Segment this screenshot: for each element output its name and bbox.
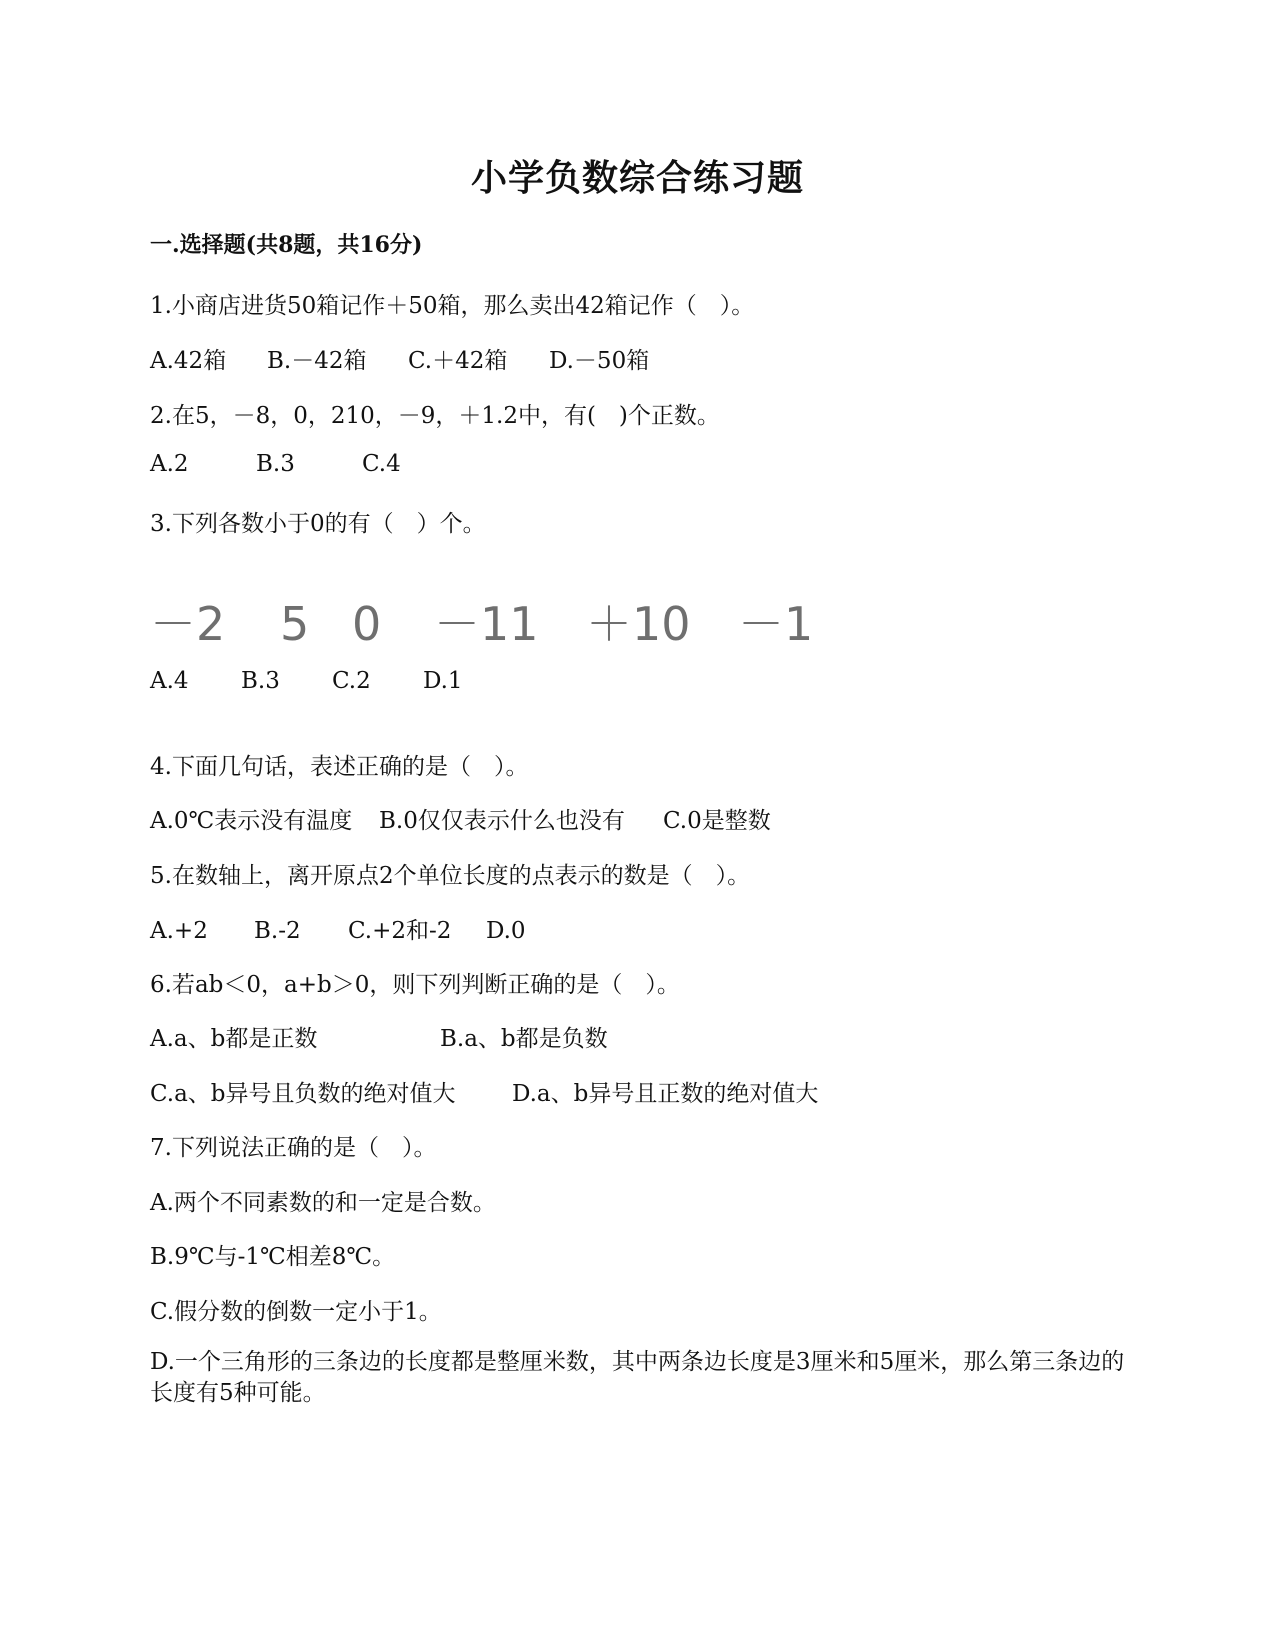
- question-6-options-row-1: [150, 1020, 608, 1053]
- option-d: D.1: [423, 668, 463, 694]
- section-heading: 一.选择题(共8题，共16分): [150, 232, 423, 258]
- option-a: A.4: [150, 668, 189, 694]
- option-c: C.2: [332, 668, 371, 694]
- question-1-stem: 1.小商店进货50箱记作＋50箱，那么卖出42箱记作（ ）。: [150, 293, 755, 319]
- option-d: D.－50箱: [549, 348, 650, 374]
- question-7-option-a: A.两个不同素数的和一定是合数。: [150, 1190, 496, 1216]
- option-c: C.＋42箱: [408, 348, 508, 374]
- number-item: －11: [434, 597, 539, 651]
- question-4-stem: 4.下面几句话，表述正确的是（ ）。: [150, 754, 529, 780]
- question-5-stem: 5.在数轴上，离开原点2个单位长度的点表示的数是（ ）。: [150, 863, 751, 889]
- question-7-option-c: C.假分数的倒数一定小于1。: [150, 1299, 442, 1325]
- option-c: C.0是整数: [663, 808, 771, 834]
- option-b: B.a、b都是负数: [440, 1026, 608, 1052]
- number-item: －2: [150, 597, 226, 651]
- option-c: C.+2和-2: [348, 918, 452, 944]
- question-2-options: [150, 451, 401, 477]
- option-c: C.a、b异号且负数的绝对值大: [150, 1081, 456, 1107]
- option-a: A.+2: [150, 918, 208, 944]
- document-title: 小学负数综合练习题: [470, 157, 804, 199]
- question-7-option-d: D.一个三角形的三条边的长度都是整厘米数，其中两条边长度是3厘米和5厘米，那么第三条边的长度有5种可能。: [150, 1349, 1125, 1407]
- option-b: B.3: [256, 451, 295, 477]
- question-3-options: [150, 668, 463, 694]
- question-2-stem: 2.在5，－8，0，210，－9，＋1.2中，有( )个正数。: [150, 403, 720, 429]
- option-b: B.0仅仅表示什么也没有: [379, 808, 625, 834]
- option-d: D.0: [486, 918, 526, 944]
- option-d: D.a、b异号且正数的绝对值大: [512, 1081, 819, 1107]
- question-6-options-row-2: [150, 1075, 818, 1108]
- option-a: A.a、b都是正数: [150, 1026, 318, 1052]
- question-7-stem: 7.下列说法正确的是（ ）。: [150, 1135, 437, 1161]
- question-3-stem: 3.下列各数小于0的有（ ）个。: [150, 511, 486, 537]
- question-5-options: [150, 912, 526, 945]
- option-b: B.3: [241, 668, 280, 694]
- number-item: －1: [738, 597, 814, 651]
- option-a: A.2: [150, 451, 189, 477]
- option-b: B.-2: [254, 918, 301, 944]
- question-4-options: [150, 802, 771, 835]
- option-a: A.0℃表示没有温度: [150, 808, 353, 834]
- question-7-option-b: B.9℃与-1℃相差8℃。: [150, 1244, 396, 1270]
- option-b: B.－42箱: [267, 348, 367, 374]
- number-item: ＋10: [586, 597, 691, 651]
- question-1-options: [150, 342, 649, 375]
- number-item: 5: [280, 597, 310, 651]
- number-item: 0: [352, 597, 382, 651]
- option-c: C.4: [362, 451, 401, 477]
- question-6-stem: 6.若ab＜0，a+b＞0，则下列判断正确的是（ ）。: [150, 972, 680, 998]
- number-list-image: [150, 588, 813, 654]
- option-a: A.42箱: [150, 348, 227, 374]
